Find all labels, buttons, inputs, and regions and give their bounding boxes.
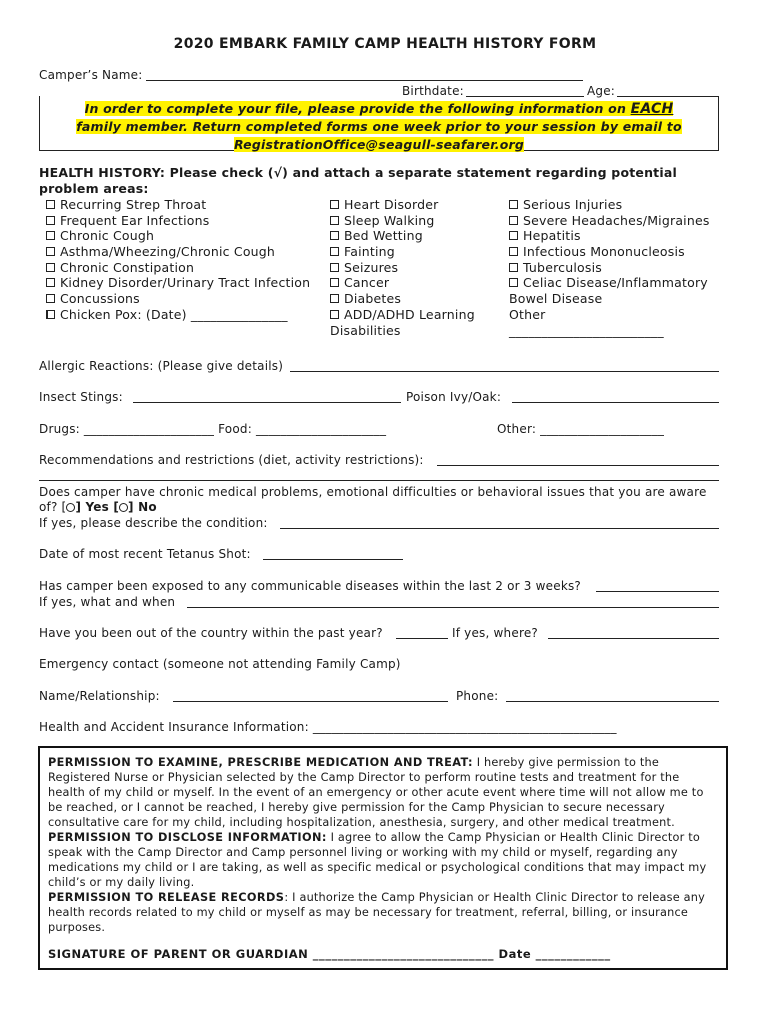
condition-item-continued: Bowel Disease: [509, 291, 603, 307]
recommendations-field-2[interactable]: [39, 480, 719, 481]
recommendations-field[interactable]: [437, 465, 719, 466]
checkbox[interactable]: [330, 216, 339, 225]
poison-ivy-label: Poison Ivy/Oak:: [406, 390, 502, 404]
checkbox[interactable]: [509, 278, 518, 287]
permission-box: [38, 746, 728, 970]
condition-item[interactable]: Diabetes: [330, 291, 475, 307]
checkbox[interactable]: [46, 200, 55, 209]
checkbox[interactable]: [330, 247, 339, 256]
age-label: Age:: [587, 84, 616, 98]
insect-stings-field[interactable]: [133, 402, 401, 403]
checkbox[interactable]: [46, 216, 55, 225]
condition-item[interactable]: Severe Headaches/Migraines: [509, 213, 710, 229]
insect-stings-label: Insect Stings:: [39, 390, 123, 404]
checkbox[interactable]: [330, 294, 339, 303]
tetanus-field[interactable]: [263, 559, 403, 560]
no-radio[interactable]: [119, 503, 128, 512]
country-where-label: If yes, where?: [452, 626, 538, 640]
condition-item[interactable]: Serious Injuries: [509, 197, 710, 213]
notice-line2: family member. Return completed forms one week prior to your session by email to: [76, 119, 682, 134]
condition-item[interactable]: Chronic Constipation: [46, 260, 310, 276]
condition-item[interactable]: Heart Disorder: [330, 197, 475, 213]
chronic-question: Does camper have chronic medical problems, emotional difficulties or behavioral issues that you are aware: [39, 485, 707, 499]
checkbox[interactable]: [509, 231, 518, 240]
condition-item[interactable]: Frequent Ear Infections: [46, 213, 310, 229]
other-field[interactable]: ________________________: [509, 322, 664, 338]
checkbox[interactable]: [330, 278, 339, 287]
name-relationship-label: Name/Relationship:: [39, 689, 160, 703]
communicable-what-label: If yes, what and when: [39, 595, 176, 609]
checkbox[interactable]: [509, 263, 518, 272]
checkbox[interactable]: [509, 200, 518, 209]
checkbox[interactable]: [330, 231, 339, 240]
country-label: Have you been out of the country within the past year?: [39, 626, 383, 640]
checkbox[interactable]: [330, 310, 339, 319]
tetanus-label: Date of most recent Tetanus Shot:: [39, 547, 251, 561]
poison-ivy-field[interactable]: [512, 402, 719, 403]
condition-item[interactable]: Hepatitis: [509, 228, 710, 244]
condition-item[interactable]: Celiac Disease/Inflammatory: [509, 275, 710, 291]
insurance-field[interactable]: Health and Accident Insurance Information: _________________________________________________: [39, 720, 617, 734]
checkbox[interactable]: [46, 263, 55, 272]
condition-item[interactable]: Sleep Walking: [330, 213, 475, 229]
condition-item[interactable]: Bed Wetting: [330, 228, 475, 244]
checkbox[interactable]: [46, 310, 55, 319]
checkbox[interactable]: [509, 247, 518, 256]
checkbox[interactable]: [46, 294, 55, 303]
country-where-field[interactable]: [548, 638, 719, 639]
camper-name-field[interactable]: [146, 80, 583, 81]
drugs-food-field[interactable]: Drugs: _____________________ Food: _____________________: [39, 422, 387, 436]
checkbox[interactable]: [330, 200, 339, 209]
conditions-column-2: [330, 197, 475, 338]
notice-line1: In order to complete your file, please provide the following information on EACH: [84, 101, 674, 117]
allergic-reactions-label: Allergic Reactions: (Please give details): [39, 359, 284, 373]
checkbox[interactable]: [330, 263, 339, 272]
permission-release: PERMISSION TO RELEASE RECORDS: I authorize the Camp Physician or Health Clinic Director to release any health records related to my child or myself as may be necessary for treatment, referral, billing, or insurance purposes.: [48, 891, 706, 934]
recommendations-label: Recommendations and restrictions (diet, activity restrictions):: [39, 453, 424, 467]
checkbox[interactable]: [46, 231, 55, 240]
conditions-column-1: [46, 197, 310, 323]
conditions-column-3: [509, 197, 710, 338]
condition-item[interactable]: Tuberculosis: [509, 260, 710, 276]
checkbox[interactable]: [509, 216, 518, 225]
camper-name-label: Camper’s Name:: [39, 68, 143, 82]
other-allergy-field[interactable]: Other: ____________________: [497, 422, 665, 436]
condition-item[interactable]: Chronic Cough: [46, 228, 310, 244]
phone-label: Phone:: [456, 689, 499, 703]
other-label: Other: [509, 306, 546, 322]
checkbox[interactable]: [46, 278, 55, 287]
condition-item[interactable]: ADD/ADHD Learning: [330, 307, 475, 323]
permission-disclose: PERMISSION TO DISCLOSE INFORMATION: I agree to allow the Camp Physician or Health Clinic Director to speak with the Camp Director and Camp personnel living or working with my child or myself, regarding any medications my child or I are taking, as well as specific medical or psychological conditions that may impact my child’s or my daily living.: [48, 831, 707, 889]
phone-field[interactable]: [506, 701, 719, 702]
communicable-what-field[interactable]: [187, 607, 719, 608]
condition-item[interactable]: Infectious Mononucleosis: [509, 244, 710, 260]
checkbox[interactable]: [46, 247, 55, 256]
birthdate-label: Birthdate:: [402, 84, 464, 98]
chronic-describe-label: If yes, please describe the condition:: [39, 516, 268, 530]
condition-item[interactable]: Chicken Pox: (Date) _______________: [46, 307, 310, 323]
notice-email: RegistrationOffice@seagull-seafarer.org: [233, 137, 525, 152]
condition-item[interactable]: Kidney Disorder/Urinary Tract Infection: [46, 275, 310, 291]
health-history-heading: HEALTH HISTORY: Please check (√) and attach a separate statement regarding potential problem areas:: [39, 165, 677, 196]
condition-item[interactable]: Recurring Strep Throat: [46, 197, 310, 213]
condition-item[interactable]: Concussions: [46, 291, 310, 307]
condition-item[interactable]: Fainting: [330, 244, 475, 260]
condition-item-continued: Disabilities: [330, 322, 401, 338]
condition-item[interactable]: Asthma/Wheezing/Chronic Cough: [46, 244, 310, 260]
communicable-label: Has camper been exposed to any communicable diseases within the last 2 or 3 weeks?: [39, 579, 581, 593]
condition-item[interactable]: Seizures: [330, 260, 475, 276]
signature-line[interactable]: SIGNATURE OF PARENT OR GUARDIAN _____________________________ Date ____________: [48, 947, 611, 961]
emergency-label: Emergency contact (someone not attending Family Camp): [39, 657, 401, 671]
communicable-field[interactable]: [596, 591, 719, 592]
chronic-yes-no: of? [ ] Yes [ ] No: [39, 500, 157, 514]
country-field[interactable]: [396, 638, 448, 639]
instructions-notice: [39, 96, 719, 151]
form-title: 2020 EMBARK FAMILY CAMP HEALTH HISTORY FORM: [173, 36, 597, 52]
name-relationship-field[interactable]: [173, 701, 448, 702]
permission-examine: PERMISSION TO EXAMINE, PRESCRIBE MEDICATION AND TREAT: I hereby give permission to the Registered Nurse or Physician selected by the Camp Director to perform routine tests and treatment for the health of my child or myself. In the event of an emergency or other acute event where time will not allow me to be reached, or I cannot be reached, I hereby give permission for the Camp Physician to secure necessary consultative care for my child, including hospitalization, anesthesia, surgery, and other medical treatment.: [48, 756, 704, 829]
allergic-reactions-field[interactable]: [290, 371, 719, 372]
condition-item[interactable]: Cancer: [330, 275, 475, 291]
chronic-describe-field[interactable]: [280, 528, 719, 529]
